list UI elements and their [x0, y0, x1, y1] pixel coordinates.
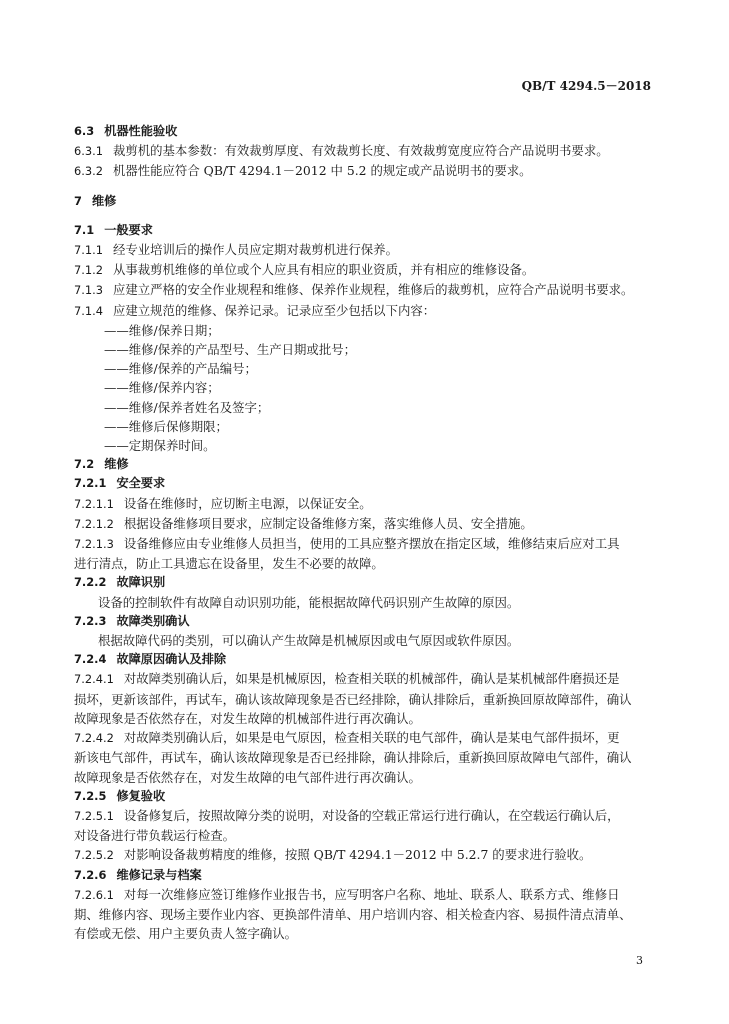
document-body	[74, 122, 656, 943]
clause-continuation: 损坏，更新该部件，再试车，确认该故障现象是否已经排除，确认排除后，重新换回原故障部件，确认	[74, 691, 632, 707]
clause: 7.1.1 经专业培训后的操作人员应定期对裁剪机进行保养。	[74, 242, 398, 258]
clause: 7.1.2 从事裁剪机维修的单位或个人应具有相应的职业资质，并有相应的维修设备。	[74, 262, 535, 278]
clause: 7.2.1.2 根据设备维修项目要求，应制定设备维修方案，落实维修人员、安全措施。	[74, 515, 533, 531]
document-code: QB/T 4294.5－2018	[521, 79, 651, 93]
page-number: 3	[636, 954, 643, 967]
list-item: ——维修/保养的产品编号；	[104, 361, 257, 377]
clause-continuation: 故障现象是否依然存在，对发生故障的电气部件进行再次确认。	[74, 769, 421, 785]
subsection-heading: 7.2.2 故障识别	[74, 575, 166, 590]
section-heading: 7.2 维修	[74, 457, 129, 472]
clause-continuation: 对设备进行带负载运行检查。	[74, 828, 236, 844]
clause: 7.2.4.1 对故障类别确认后，如果是机械原因，检查相关联的机械部件，确认是某机械部件磨损还是	[74, 671, 620, 687]
clause: 6.3.1 裁剪机的基本参数：有效裁剪厚度、有效裁剪长度、有效裁剪宽度应符合产品说明书要求。	[74, 143, 609, 159]
subsection-heading: 7.2.4 故障原因确认及排除	[74, 652, 227, 667]
paragraph: 设备的控制软件有故障自动识别功能，能根据故障代码识别产生故障的原因。	[98, 594, 520, 610]
section-heading: 6.3 机器性能验收	[74, 124, 178, 138]
chapter-heading: 7 维修	[74, 193, 117, 208]
clause: 7.1.3 应建立严格的安全作业规程和维修、保养作业规程，维修后的裁剪机，应符合产品说明书要求。	[74, 282, 634, 298]
clause: 7.1.4 应建立规范的维修、保养记录。记录应至少包括以下内容：	[74, 302, 436, 318]
clause-continuation: 故障现象是否依然存在，对发生故障的机械部件进行再次确认。	[74, 710, 421, 726]
subsection-heading: 7.2.3 故障类别确认	[74, 613, 190, 628]
clause: 7.2.6.1 对每一次维修应签订维修作业报告书，应写明客户名称、地址、联系人、联系方式、维修日	[74, 886, 620, 902]
clause-continuation: 有偿或无偿、用户主要负责人签字确认。	[74, 926, 298, 942]
list-item: ——维修/保养日期；	[104, 322, 220, 338]
subsection-heading: 7.2.6 维修记录与档案	[74, 867, 202, 882]
clause: 7.2.1.3 设备维修应由专业维修人员担当，使用的工具应整齐摆放在指定区域，维修结束后应对工具	[74, 536, 620, 552]
section-heading: 7.1 一般要求	[74, 222, 153, 237]
list-item: ——维修后保修期限；	[104, 418, 228, 434]
paragraph: 根据故障代码的类别，可以确认产生故障是机械原因或电气原因或软件原因。	[98, 633, 520, 649]
clause: 7.2.5.2 对影响设备裁剪精度的维修，按照 QB/T 4294.1－2012 中 5.2.7 的要求进行验收。	[74, 847, 592, 863]
clause: 7.2.4.2 对故障类别确认后，如果是电气原因，检查相关联的电气部件，确认是某电气部件损坏，更	[74, 730, 620, 746]
clause: 7.2.5.1 设备修复后，按照故障分类的说明，对设备的空载正常运行进行确认，在空载运行确认后，	[74, 807, 620, 823]
subsection-heading: 7.2.5 修复验收	[74, 788, 166, 803]
clause-continuation: 期、维修内容、现场主要作业内容、更换部件清单、用户培训内容、相关检查内容、易损件清点清单、	[74, 906, 632, 922]
list-item: ——维修/保养者姓名及签字；	[104, 399, 270, 415]
list-item: ——定期保养时间。	[104, 438, 216, 454]
subsection-heading: 7.2.1 安全要求	[74, 476, 166, 491]
clause: 7.2.1.1 设备在维修时，应切断主电源，以保证安全。	[74, 495, 372, 511]
list-item: ——维修/保养内容；	[104, 380, 220, 396]
clause: 6.3.2 机器性能应符合 QB/T 4294.1－2012 中 5.2 的规定或产品说明书的要求。	[74, 163, 532, 179]
list-item: ——维修/保养的产品型号、生产日期或批号；	[104, 342, 356, 358]
clause-continuation: 进行清点，防止工具遗忘在设备里，发生不必要的故障。	[74, 556, 384, 572]
clause-continuation: 新该电气部件，再试车，确认该故障现象是否已经排除，确认排除后，重新换回原故障电气部件，确认	[74, 750, 632, 766]
